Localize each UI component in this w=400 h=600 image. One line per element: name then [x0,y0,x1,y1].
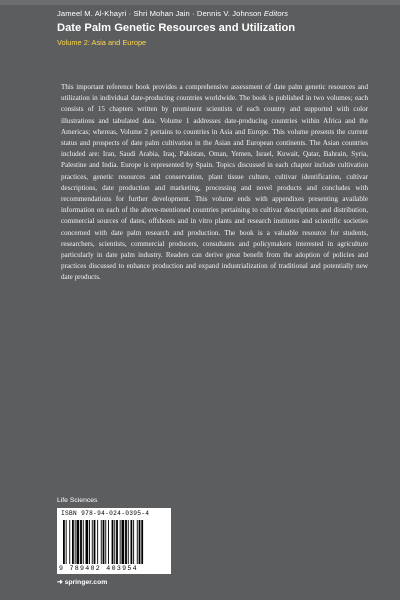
barcode-bar [103,520,105,564]
barcode-bar [69,520,70,564]
barcode-bar [92,520,93,564]
series-label: Life Sciences [57,497,98,504]
barcode-bar [133,520,134,564]
barcode-bar [77,520,80,564]
barcode-bar [86,520,89,564]
barcode-bar [72,520,74,564]
barcode-bar [114,520,115,564]
book-subtitle: Volume 2: Asia and Europe [57,38,147,47]
isbn-text: ISBN 978-94-024-0395-4 [61,510,150,517]
editors-role: Editors [263,9,289,18]
barcode-digits: 9 789402 403954 [59,565,138,572]
barcode-bar [137,520,138,564]
barcode-image [63,520,165,564]
barcode-bar [89,520,90,564]
barcode-bar [122,520,125,564]
arrow-icon: ➜ [57,579,65,586]
barcode-bar [141,520,143,564]
barcode-bar [63,520,65,564]
barcode-bar [97,520,98,564]
barcode-bar [128,520,129,564]
barcode-bar [75,520,76,564]
barcode-bar [108,520,109,564]
book-title: Date Palm Genetic Resources and Utilization [57,22,296,34]
book-description: This important reference book provides a comprehensive assessment of date palm genetic resources and utilization in individual date-producing countries worldwide. The book is published in two volumes; each consists of 15 chapters written by prominent scientists of each country and supported with color illustrations and tabulated data. Volume 1 addresses date-producing countries within Africa and the Americas; whereas, Volume 2 pertains to countries in Asia and Europe. This volume presents the current status and prospects of date palm cultivation in the Asian and European continents. The Asian countries included are: Iran, Saudi Arabia, Iraq, Pakistan, Oman, Yemen, Israel, Kuwait, Qatar, Bahrain, Syria, Palestine and India. Europe is represented by Spain. Topics discussed in each chapter include cultivation practices, genetic resources and conservation, plant tissue culture, cultivar identification, cultivar descriptions, date production and marketing, processing and novel products and concludes with recommendations for further development. This volume ends with appendixes presenting available information on each of the above-mentioned countries pertaining to cultivar descriptions and distribution, commercial sources of dates, offshoots and in vitro plants and research institutes and scientific societies concerned with date palm research and production. The book is a valuable resource for students, researchers, scientists, commercial producers, consultants and policymakers interested in agriculture particularly in date palm industry. Readers can derive great benefit from the adoption of policies and practices discussed to enhance production and expand industrialization of traditional and potentially new date products. [61,83,368,282]
barcode-bar [116,520,118,564]
barcode-bar [66,520,67,564]
barcode-bar [125,520,127,564]
barcode-bar [120,520,121,564]
barcode-bar [83,520,84,564]
barcode-bar [80,520,82,564]
publisher-website[interactable] [57,578,107,586]
editors-line [57,9,288,18]
barcode-bar [112,520,114,564]
barcode-bar [94,520,96,564]
website-label: springer.com [64,579,108,586]
barcode-bar [131,520,133,564]
barcode-block [57,508,171,574]
editors-names: Jameel M. Al-Khayri · Shri Mohan Jain · Dennis V. Johnson [57,9,262,18]
barcode-bar [139,520,141,564]
barcode-bar [105,520,106,564]
barcode-bar [101,520,102,564]
top-rule [0,0,400,5]
